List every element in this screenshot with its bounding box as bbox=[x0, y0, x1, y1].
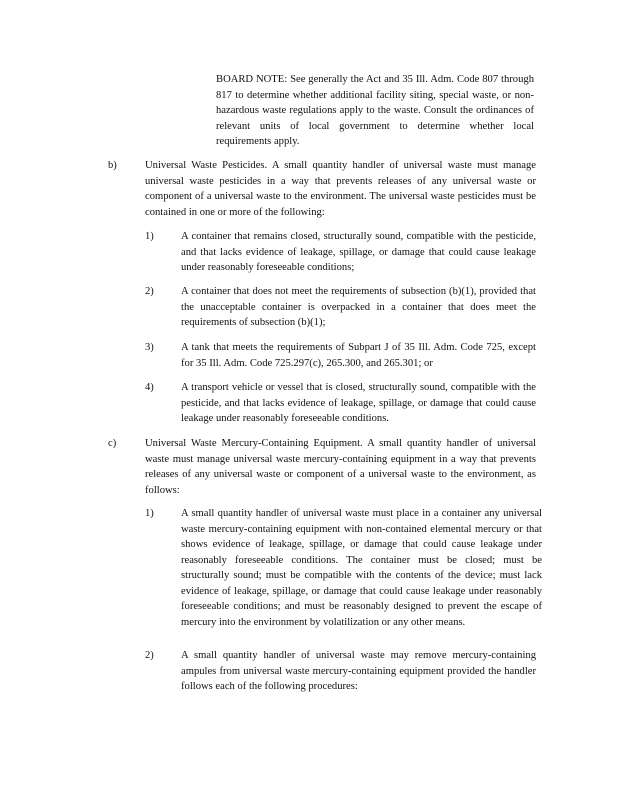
section-b-item-1-label: 1) bbox=[145, 231, 154, 242]
section-c-item-2-text: A small quantity handler of universal waste may remove mercury-containing ampules from universal waste mercury-containing equipment provided the handler follows each of the following procedures: bbox=[181, 650, 536, 692]
section-b-item-3-label: 3) bbox=[145, 342, 154, 353]
section-b-item-1-text: A container that remains closed, structurally sound, compatible with the pesticide, and that lacks evidence of leakage, spillage, or damage that could cause leakage under reasonably foreseeable conditions; bbox=[181, 231, 536, 273]
section-b-text: Universal Waste Pesticides. A small quantity handler of universal waste must manage universal waste pesticides in a way that prevents releases of any universal waste or component of a universal waste to the environment. The universal waste pesticides must be contained in one or more of the following: bbox=[145, 160, 536, 218]
section-b-item-3-text: A tank that meets the requirements of Subpart J of 35 Ill. Adm. Code 725, except for 35 Ill. Adm. Code 725.297(c), 265.300, and 265.301; or bbox=[181, 342, 536, 369]
section-b-item-2-text: A container that does not meet the requirements of subsection (b)(1), provided that the unacceptable container is overpacked in a container that does meet the requirements of subsection (b)(1); bbox=[181, 286, 536, 328]
section-c-item-2-label: 2) bbox=[145, 650, 154, 661]
section-c-text: Universal Waste Mercury-Containing Equipment. A small quantity handler of universal waste must manage universal waste mercury-containing equipment in a way that prevents releases of any universal waste or component of a universal waste to the environment, as follows: bbox=[145, 438, 536, 496]
section-b-label: b) bbox=[108, 160, 117, 171]
section-b-item-2-label: 2) bbox=[145, 286, 154, 297]
section-b-item-4-label: 4) bbox=[145, 382, 154, 393]
section-b-item-4-text: A transport vehicle or vessel that is closed, structurally sound, compatible with the pesticide, and that lacks evidence of leakage, spillage, or damage that could cause leakage under reasonably foreseeable conditions. bbox=[181, 382, 536, 424]
section-c-item-1-label: 1) bbox=[145, 508, 154, 519]
section-c-label: c) bbox=[108, 438, 117, 449]
section-c-item-1-text: A small quantity handler of universal waste must place in a container any universal waste mercury-containing equipment with non-contained elemental mercury or that shows evidence of leakage, spillage, or damage that could cause leakage under reasonably foreseeable conditions. The container must be closed; must be structurally sound; must be compatible with the contents of the device; must lack evidence of leakage, spillage, or damage that could cause leakage under reasonably foreseeable conditions; and must be reasonably designed to prevent the escape of mercury into the environment by volatilization or any other means. bbox=[181, 508, 542, 628]
board-note: BOARD NOTE: See generally the Act and 35 Ill. Adm. Code 807 through 817 to determine whether additional facility siting, special waste, or non-hazardous waste regulations apply to the waste. Consult the ordinances of relevant units of local government to determine whether local requirements apply. bbox=[216, 74, 534, 147]
